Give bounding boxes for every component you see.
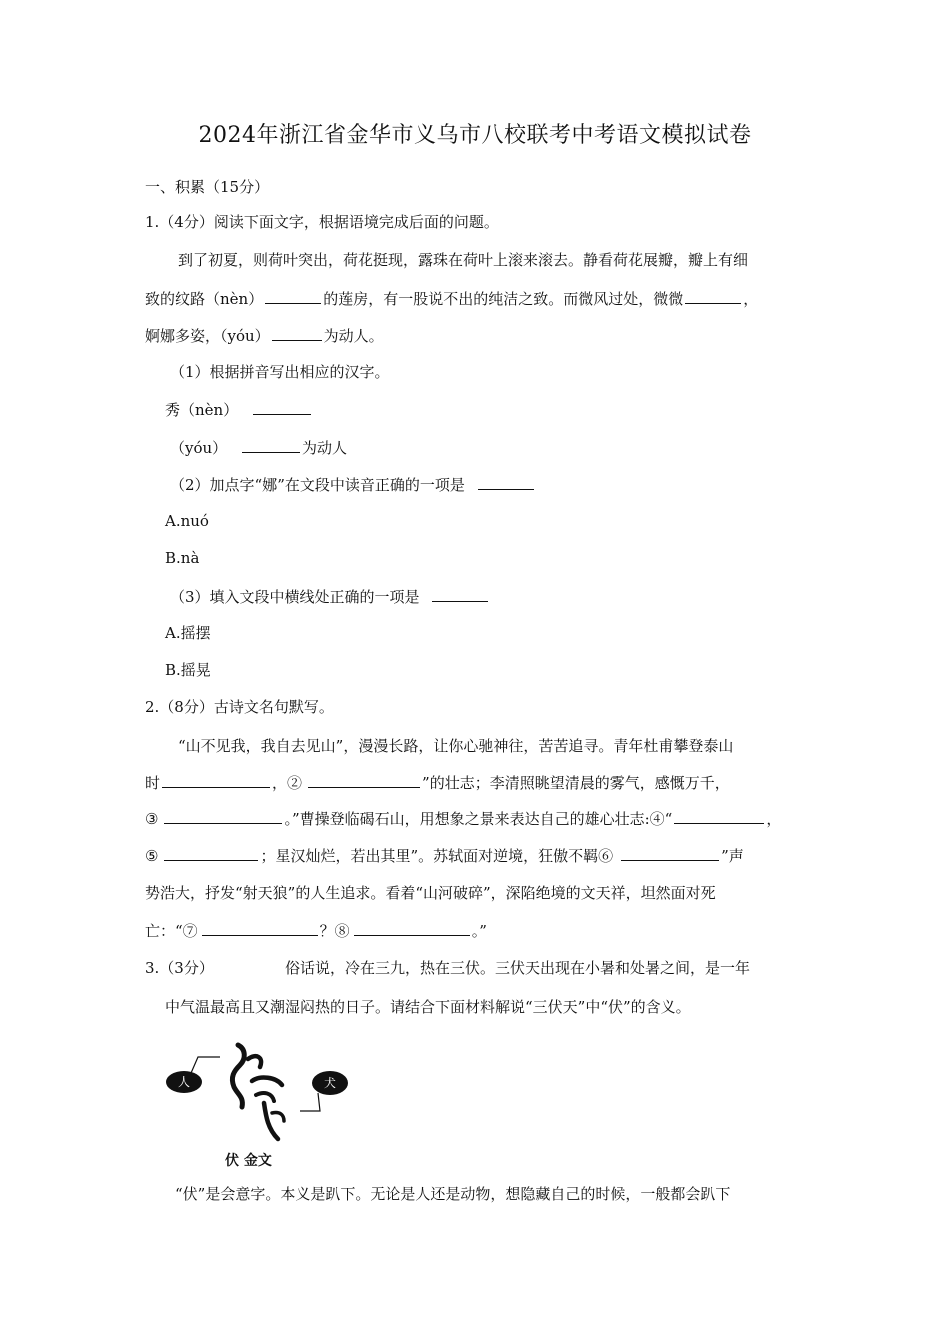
q1-sub3 (170, 586, 490, 607)
ren-label: 人 (166, 1071, 202, 1093)
q3-text-line-1: 俗话说，冷在三九，热在三伏。三伏天出现在小暑和处暑之间，是一年 (285, 959, 751, 977)
page-title: 2024年浙江省金华市义乌市八校联考中考语文模拟试卷 (198, 123, 752, 148)
q1-sub1-item-a (165, 399, 313, 420)
section-heading: 一、积累（15分） (145, 178, 270, 196)
quan-label: 犬 (312, 1071, 348, 1095)
q2-text: 。” (471, 922, 487, 940)
answer-blank[interactable] (242, 437, 300, 453)
answer-blank[interactable] (265, 288, 321, 304)
q1-sub1-heading: （1）根据拼音写出相应的汉字。 (170, 363, 390, 381)
q1-sub3-option-a[interactable]: A.摇摆 (165, 624, 211, 642)
answer-blank[interactable] (164, 808, 282, 824)
q1-passage-line-2 (145, 288, 758, 309)
q1-passage-text: 的莲房，有一股说不出的纯洁之致。而微风过处，微微 (323, 290, 684, 308)
q1-sub2 (170, 474, 536, 495)
q1-passage-text: ， (743, 290, 759, 308)
q2-text: 。”曹操登临碣石山，用想象之景来表达自己的雄心壮志:④“ (284, 810, 673, 828)
q1-sub2-option-b[interactable]: B.nà (165, 549, 200, 567)
q2-line-4 (145, 845, 744, 866)
q2-text: 时 (145, 774, 161, 792)
q1-passage-text: 为动人。 (323, 327, 384, 345)
q2-line-5: 势浩大，抒发“射天狼”的人生追求。看着“山河破碎”，深陷绝境的文天祥，坦然面对死 (145, 884, 716, 902)
q3-heading: 3.（3分） (145, 959, 214, 977)
q1-sub2-text: （2）加点字“娜”在文段中读音正确的一项是 (170, 476, 465, 494)
q1-sub1-label: （yóu） (170, 439, 228, 457)
q2-text: 亡：“⑦ (145, 922, 198, 940)
q1-passage-text: 婀娜多姿，（yóu） (145, 327, 270, 345)
q2-text: ③ (145, 810, 159, 828)
answer-blank[interactable] (202, 920, 318, 936)
answer-blank[interactable] (685, 288, 741, 304)
q1-passage-text: 致的纹路（nèn） (145, 290, 264, 308)
q1-sub3-option-b[interactable]: B.摇晃 (165, 661, 211, 679)
q2-text: ？⑧ (319, 922, 350, 940)
q1-sub3-text: （3）填入文段中横线处正确的一项是 (170, 588, 420, 606)
answer-blank[interactable] (272, 325, 322, 341)
q2-line-3 (145, 808, 781, 829)
answer-blank[interactable] (354, 920, 470, 936)
answer-blank[interactable] (478, 474, 534, 490)
answer-blank[interactable] (674, 808, 764, 824)
q2-text: ”的壮志；李清照眺望清晨的雾气，感慨万千， (422, 774, 730, 792)
q2-text: ⑤ (145, 847, 159, 865)
q1-sub1-item-b (170, 437, 347, 458)
q1-sub1-label: 秀（nèn） (165, 401, 239, 419)
answer-blank[interactable] (253, 399, 311, 415)
answer-blank[interactable] (308, 772, 420, 788)
q2-heading: 2.（8分）古诗文名句默写。 (145, 698, 334, 716)
q2-text: ”声 (721, 847, 744, 865)
q3-explanation: “伏”是会意字。本义是趴下。无论是人还是动物，想隐藏自己的时候，一般都会趴下 (175, 1185, 731, 1203)
figure-caption: 伏 金文 (225, 1153, 272, 1169)
answer-blank[interactable] (162, 772, 270, 788)
answer-blank[interactable] (432, 586, 488, 602)
answer-blank[interactable] (621, 845, 719, 861)
q2-line-6 (145, 920, 487, 941)
q2-text: ；星汉灿烂，若出其里”。苏轼面对逆境，狂傲不羁⑥ (260, 847, 614, 865)
q2-line-1: “山不见我，我自去见山”，漫漫长路，让你心驰神往，苦苦追寻。青年杜甫攀登泰山 (178, 737, 734, 755)
q2-text: ，② (272, 774, 303, 792)
q1-heading: 1.（4分）阅读下面文字，根据语境完成后面的问题。 (145, 213, 499, 231)
q3-text-line-2: 中气温最高且又潮湿闷热的日子。请结合下面材料解说“三伏天”中“伏”的含义。 (165, 998, 691, 1016)
q1-passage-line-3 (145, 325, 384, 346)
q1-sub2-option-a[interactable]: A.nuó (165, 512, 209, 530)
answer-blank[interactable] (164, 845, 258, 861)
q2-text: ， (766, 810, 782, 828)
q1-passage-line-1: 到了初夏，则荷叶突出，荷花挺现，露珠在荷叶上滚来滚去。静看荷花展瓣，瓣上有细 (178, 251, 749, 269)
q1-sub1-tail: 为动人 (301, 439, 347, 457)
q2-line-2 (145, 772, 730, 793)
